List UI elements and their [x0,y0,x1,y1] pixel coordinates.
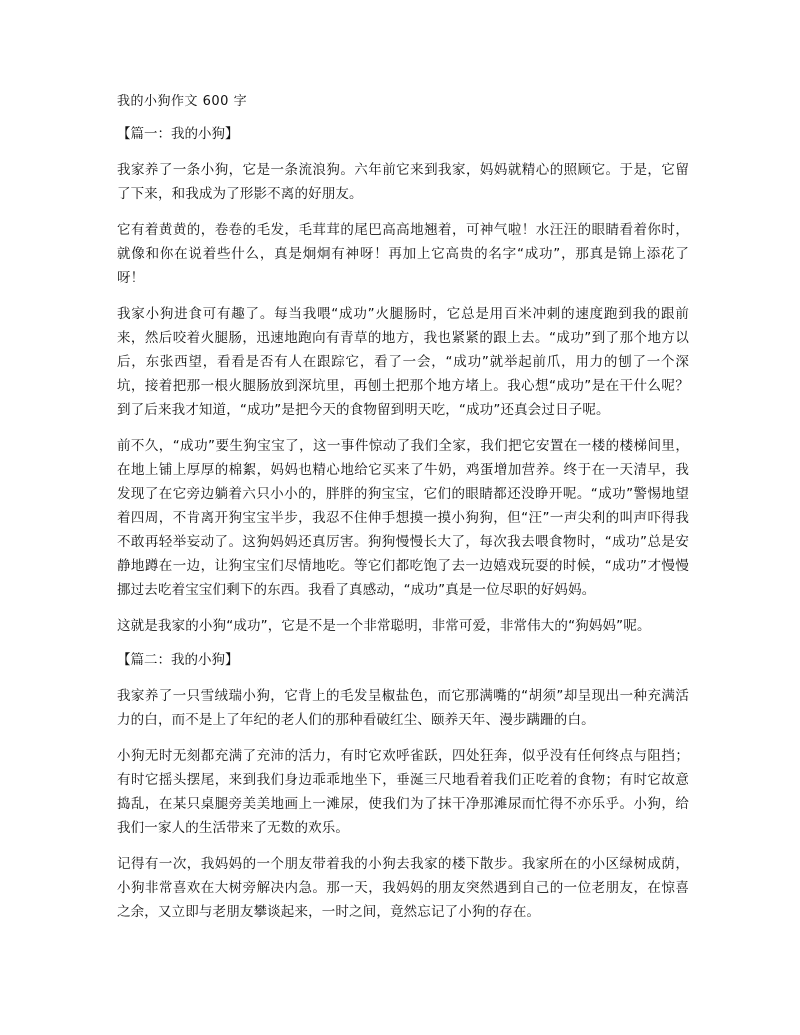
section-1-paragraph-3: 我家小狗进食可有趣了。每当我喂“成功”火腿肠时，它总是用百米冲刺的速度跑到我的跟前来，然后咬着火腿肠，迅速地跑向有青草的地方，我也紧紧的跟上去。“成功”到了那个地方以后，东张西望，看看是否有人在跟踪它，看了一会，“成功”就举起前爪，用力的刨了一个深坑，接着把那一根火腿肠放到深坑里，再刨土把那个地方堵上。我心想“成功”是在干什么呢？到了后来我才知道，“成功”是把今天的食物留到明天吃，“成功”还真会过日子呢。 [117,306,689,418]
document-page [117,92,689,936]
section-2-heading: 【篇二：我的小狗】 [117,652,239,668]
document-title: 我的小狗作文 600 字 [117,94,248,109]
section-2-paragraph-2: 小狗无时无刻都充满了充沛的活力，有时它欢呼雀跃，四处狂奔，似乎没有任何终点与阻挡；有时它摇头摆尾，来到我们身边乖乖地坐下，垂涎三尺地看着我们正吃着的食物；有时它故意捣乱，在某只桌腿旁美美地画上一滩尿，使我们为了抹干净那滩尿而忙得不亦乐乎。小狗，给我们一家人的生活带来了无数的欢乐。 [117,748,689,836]
section-1-paragraph-5: 这就是我家的小狗“成功”，它是不是一个非常聪明，非常可爱，非常伟大的“狗妈妈”呢。 [117,618,651,634]
section-2-paragraph-1: 我家养了一只雪绒瑞小狗，它背上的毛发呈椒盐色，而它那满嘴的“胡须”却呈现出一种充满活力的白，而不是上了年纪的老人们的那种看破红尘、颐养天年、漫步蹒跚的白。 [117,688,689,728]
section-1-paragraph-4: 前不久，“成功”要生狗宝宝了，这一事件惊动了我们全家，我们把它安置在一楼的楼梯间里，在地上铺上厚厚的棉絮，妈妈也精心地给它买来了牛奶，鸡蛋增加营养。终于在一天清早，我发现了在它旁边躺着六只小小的，胖胖的狗宝宝，它们的眼睛都还没睁开呢。“成功”警惕地望着四周，不肯离开狗宝宝半步，我忍不住伸手想摸一摸小狗狗，但“汪”一声尖利的叫声吓得我不敢再轻举妄动了。这狗妈妈还真厉害。狗狗慢慢长大了，每次我去喂食物时，“成功”总是安静地蹲在一边，让狗宝宝们尽情地吃。等它们都吃饱了去一边嬉戏玩耍的时候，“成功”才慢慢挪过去吃着宝宝们剩下的东西。我看了真感动，“成功”真是一位尽职的好妈妈。 [117,438,689,598]
section-1-paragraph-2: 它有着黄黄的，卷卷的毛发，毛茸茸的尾巴高高地翘着，可神气啦！水汪汪的眼睛看着你时，就像和你在说着些什么，真是炯炯有神呀！再加上它高贵的名字“成功”，那真是锦上添花了呀！ [117,222,689,286]
section-1-paragraph-1: 我家养了一条小狗，它是一条流浪狗。六年前它来到我家，妈妈就精心的照顾它。于是，它留了下来，和我成为了形影不离的好朋友。 [117,162,689,202]
section-1-heading: 【篇一：我的小狗】 [117,126,239,142]
section-2-paragraph-3: 记得有一次，我妈妈的一个朋友带着我的小狗去我家的楼下散步。我家所在的小区绿树成荫，小狗非常喜欢在大树旁解决内急。那一天，我妈妈的朋友突然遇到自己的一位老朋友，在惊喜之余，又立即与老朋友攀谈起来，一时之间，竟然忘记了小狗的存在。 [117,856,689,920]
